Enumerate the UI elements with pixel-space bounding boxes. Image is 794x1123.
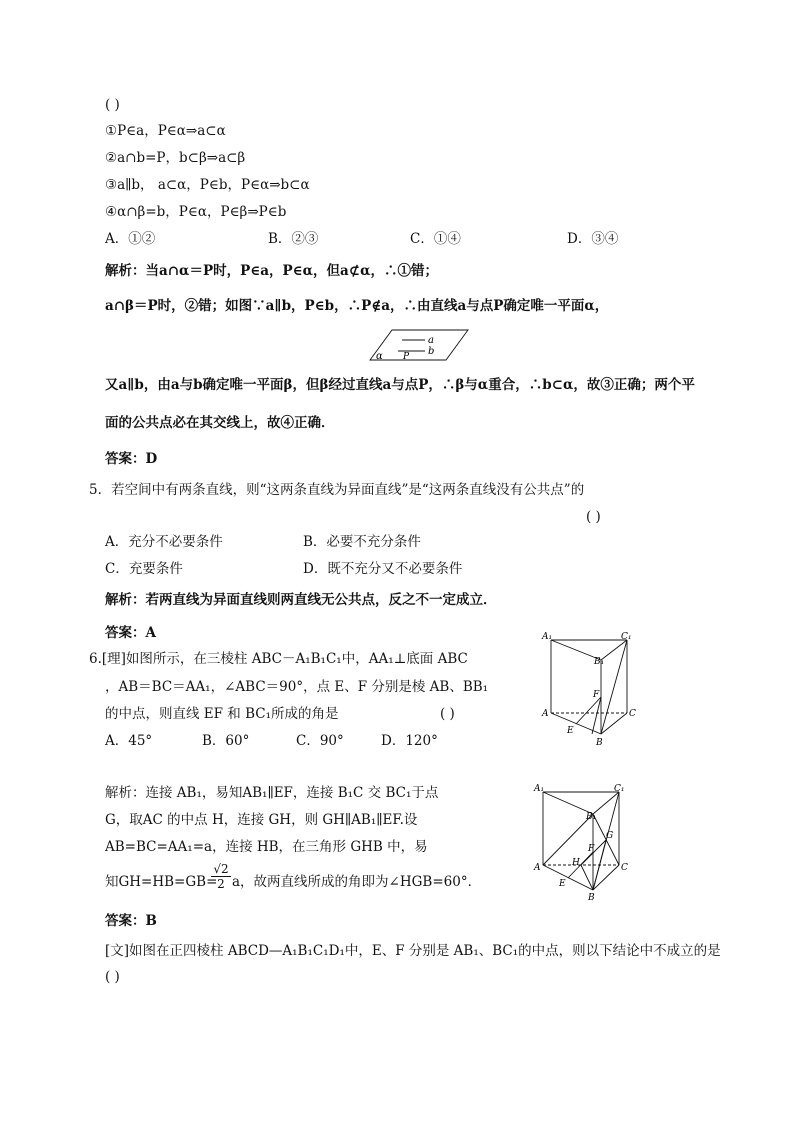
q6-analysis-line-4b: a，故两直线所成的角即为∠HGB=60°． bbox=[232, 874, 482, 890]
fig2-label-e: E bbox=[559, 879, 566, 889]
q6-analysis-line-3: AB=BC=AA₁=a，连接 HB，在三角形 GHB 中，易 bbox=[105, 839, 428, 855]
fig1-label-b: B bbox=[596, 738, 603, 748]
q4-analysis-line-1: 解析：当a∩α＝P时，P∈a，P∈α，但a⊄α，∴①错； bbox=[105, 263, 438, 279]
fraction bbox=[211, 862, 231, 891]
q6-analysis-line-4a: 知GH=HB=GB= bbox=[105, 874, 218, 890]
q6-analysis-line-1: 解析：连接 AB₁，易知AB₁∥EF，连接 B₁C 交 BC₁于点 bbox=[105, 785, 439, 801]
q5-paren: ( ) bbox=[586, 509, 601, 525]
prism-figure-2 bbox=[532, 782, 632, 902]
q6-wen-stem: [文]如图在正四棱柱 ABCD—A₁B₁C₁D₁中，E、F 分别是 AB₁、BC₁的中点，则以下结论中不成立的是 bbox=[105, 943, 721, 959]
q6-analysis-line-2: G，取AC 的中点 H，连接 GH，则 GH∥AB₁∥EF.设 bbox=[105, 812, 418, 828]
fig2-label-a: A bbox=[534, 863, 541, 873]
q4-option-a: A．①② bbox=[105, 231, 156, 247]
q6-stem-line-3: 的中点，则直线 EF 和 BC₁所成的角是 bbox=[105, 706, 339, 722]
fig-label-alpha: α bbox=[376, 351, 383, 362]
q4-statement-2: ②a∩b=P，b⊂β⇒a⊂β bbox=[105, 150, 246, 166]
fraction-numerator: √2 bbox=[211, 862, 231, 877]
fig2-label-a1: A₁ bbox=[534, 784, 545, 794]
q4-statement-1: ①P∈a，P∈α⇒a⊂α bbox=[105, 123, 226, 139]
fig2-label-f: F bbox=[588, 844, 595, 854]
fig1-label-c: C bbox=[629, 709, 636, 719]
q6-wen-paren: ( ) bbox=[105, 969, 120, 985]
q6-stem-line-1: 6.[理]如图所示，在三棱柱 ABC－A₁B₁C₁中，AA₁⊥底面 ABC bbox=[89, 651, 468, 667]
q4-option-d: D．③④ bbox=[567, 231, 619, 247]
q6-option-b: B．60° bbox=[202, 733, 250, 749]
q4-analysis-line-2: a∩β＝P时，②错；如图∵a∥b，P∈b，∴P∉a，∴由直线a与点P确定唯一平面α， bbox=[105, 298, 609, 314]
fig1-label-c1: C₁ bbox=[621, 632, 632, 642]
q5-stem: 5．若空间中有两条直线，则“这两条直线为异面直线”是“这两条直线没有公共点”的 bbox=[89, 482, 585, 498]
q6-option-c: C．90° bbox=[296, 733, 344, 749]
q6-option-a: A．45° bbox=[105, 733, 153, 749]
q6-answer: 答案：B bbox=[105, 913, 157, 929]
q4-option-c: C．①④ bbox=[410, 231, 461, 247]
q6-stem-line-2: ，AB＝BC＝AA₁，∠ABC＝90°，点 E、F 分别是棱 AB、BB₁ bbox=[105, 679, 489, 695]
q5-answer: 答案：A bbox=[105, 625, 156, 641]
fig1-label-f: F bbox=[593, 690, 600, 700]
q4-answer: 答案：D bbox=[105, 451, 158, 467]
q4-statement-3: ③a∥b， a⊂α，P∈b，P∈α⇒b⊂α bbox=[105, 177, 310, 193]
q5-option-b: B．必要不充分条件 bbox=[303, 534, 421, 550]
q5-analysis: 解析：若两直线为异面直线则两直线无公共点，反之不一定成立． bbox=[105, 592, 497, 608]
q6-paren: ( ) bbox=[440, 706, 455, 722]
fig1-label-a1: A₁ bbox=[542, 632, 553, 642]
q5-option-d: D．既不充分又不必要条件 bbox=[303, 561, 463, 577]
fig2-label-b1: B₁ bbox=[586, 812, 597, 822]
q5-option-a: A．充分不必要条件 bbox=[105, 534, 223, 550]
prism-figure-1 bbox=[540, 630, 640, 750]
q4-option-b: B．②③ bbox=[268, 231, 319, 247]
fig-label-a: a bbox=[428, 335, 434, 346]
fig-label-b: b bbox=[428, 346, 435, 357]
fig-label-p: P bbox=[403, 352, 410, 362]
fig1-label-b1: B₁ bbox=[594, 657, 605, 667]
fig2-label-g: G bbox=[606, 831, 614, 841]
q4-statement-4: ④α∩β=b，P∈α，P∈β⇒P∈b bbox=[105, 204, 287, 220]
q4-analysis-line-3: 又a∥b，由a与b确定唯一平面β，但β经过直线a与点P，∴β与α重合，∴b⊂α，故③正确；两个平 bbox=[105, 377, 695, 393]
plane-figure bbox=[370, 328, 470, 362]
fig2-label-c: C bbox=[621, 863, 628, 873]
q4-analysis-line-4: 面的公共点必在其交线上，故④正确． bbox=[105, 415, 335, 431]
fig1-label-e: E bbox=[567, 726, 574, 736]
fig1-label-a: A bbox=[542, 709, 549, 719]
q6-option-d: D．120° bbox=[381, 733, 438, 749]
fraction-denominator: 2 bbox=[217, 877, 225, 891]
fig2-label-b: B bbox=[588, 893, 595, 903]
fig2-label-c1: C₁ bbox=[614, 784, 625, 794]
q4-paren: ( ) bbox=[105, 97, 120, 113]
fig2-label-h: H bbox=[572, 858, 580, 868]
q5-option-c: C．充要条件 bbox=[105, 561, 183, 577]
